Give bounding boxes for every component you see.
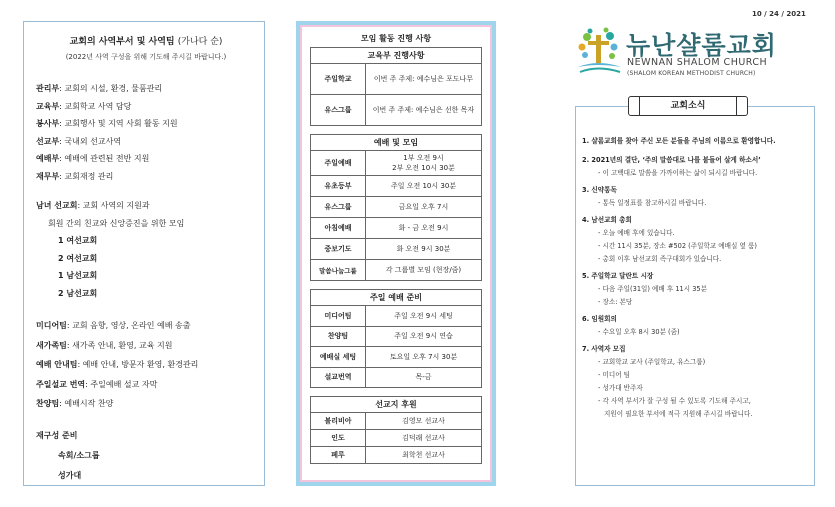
ministry-title: 교회의 사역부서 및 사역팀 (가나다 순) xyxy=(69,37,223,47)
department-list xyxy=(36,80,256,185)
table-row: 유초등부 주일 오전 10시 30분 xyxy=(311,176,482,197)
church-logo xyxy=(576,27,816,85)
schedule-title: 모임 활동 진행 사항 xyxy=(360,34,432,43)
news-item: 4. 남선교회 총회 - 오늘 예배 후에 있습니다. - 시간 11시 35분, 장소 #502 (주일학교 예배실 옆 룸) - 총회 이후 남선교회 족구대회가 있습니다. xyxy=(582,216,757,263)
team-item: 주일설교 번역: 주일예배 설교 자막 xyxy=(36,379,158,389)
team-item: 미디어팀: 교회 음향, 영상, 온라인 예배 송출 xyxy=(36,321,191,330)
reorganization: 재구성 준비 속회/소그룹 성가대 xyxy=(36,426,256,486)
mission-group: 1 남선교회 xyxy=(58,271,98,280)
team-item: 새가족팀: 새가족 안내, 환영, 교육 지원 xyxy=(36,340,173,350)
department-item: 선교부: 국내외 선교사역 xyxy=(36,136,122,146)
news-item: 6. 임원회의 - 수요일 오후 8시 30분 (줌) xyxy=(582,315,680,336)
schedule-panel xyxy=(296,21,496,486)
table-row: 주일학교 이번 주 주제: 예수님은 포도나무 xyxy=(311,64,482,95)
table-row: 미디어팀 주일 오전 9시 세팅 xyxy=(311,306,482,327)
table-row: 중보기도 화 오전 9시 30분 xyxy=(311,239,482,260)
table-row: 말씀나눔그룹 각 그룹별 모임 (현장/줌) xyxy=(311,260,482,281)
team-item: 찬양팀: 예배시작 찬양 xyxy=(36,399,114,408)
news-item: 1. 샬롬교회를 찾아 주신 모든 분들을 주님의 이름으로 환영합니다. xyxy=(582,137,776,145)
table-row: 찬양팀 주일 오전 9시 연습 xyxy=(311,326,482,347)
mission-group: 2 남선교회 xyxy=(58,288,98,298)
team-list xyxy=(36,316,256,414)
church-name-korean: 뉴난샬롬교회 xyxy=(626,31,777,60)
ministry-panel xyxy=(23,21,265,486)
education-table: 교육부 진행사항 주일학교 이번 주 주제: 예수님은 포도나무 유스그룹 이번 주 주제: 예수님은 선한 목자 xyxy=(310,47,482,126)
table-row: 주일예배 1부 오전 9시 2부 오전 10시 30분 xyxy=(311,151,482,176)
reorg-item: 속회/소그룹 xyxy=(58,450,100,460)
news-item: 5. 주일학교 달란트 시장 - 다음 주일(31일) 예배 후 11시 35분 - 장소: 본당 xyxy=(582,272,707,306)
prep-table: 주일 예배 준비 미디어팀 주일 오전 9시 세팅 찬양팀 주일 오전 9시 연습 예배실 세팅 토요일 오후 7시 30분 설교번역 목-금 xyxy=(310,289,482,388)
mission-society: 남녀 선교회: 교회 사역의 지원과 회원 간의 친교와 신앙증진을 위한 모임 1 여선교회 2 여선교회 1 남선교회 2 남선교회 xyxy=(36,197,256,302)
news-item: 3. 신약통독 - 통독 일정표를 참고하시길 바랍니다. xyxy=(582,186,707,207)
department-item: 교육부: 교회학교 사역 담당 xyxy=(36,101,132,111)
worship-table: 예배 및 모임 주일예배 1부 오전 9시 2부 오전 10시 30분 유초등부 주일 오전 10시 30분 유스그룹 금요일 오후 7시 아침예배 화 - 금 오전 9시 중보기도 화 오전 9시 30분 말씀나눔그룹 각 그룹별 모임 (현장/줌) xyxy=(310,134,482,281)
church-name-subtitle: (SHALOM KOREAN METHODIST CHURCH) xyxy=(627,70,756,77)
table-row: 설교번역 목-금 xyxy=(311,367,482,388)
mission-group: 2 여선교회 xyxy=(58,253,98,263)
department-item: 재무부: 교회재정 관리 xyxy=(36,171,114,181)
table-row: 아침예배 화 - 금 오전 9시 xyxy=(311,218,482,239)
ministry-subtitle: (2022년 사역 구성을 위해 기도해 주시길 바랍니다.) xyxy=(65,53,227,61)
table-row: 인도 김덕래 선교사 xyxy=(311,430,482,447)
reorg-item: 성가대 xyxy=(58,470,82,480)
table-row: 볼리비아 김영모 선교사 xyxy=(311,413,482,430)
table-row: 유스그룹 금요일 오후 7시 xyxy=(311,197,482,218)
missionary-table: 선교지 후원 볼리비아 김영모 선교사 인도 김덕래 선교사 페루 최학천 선교사 xyxy=(310,396,482,464)
department-item: 관리부: 교회의 시설, 환경, 물품관리 xyxy=(36,84,163,93)
news-item: 7. 사역자 모집 - 교회학교 교사 (주일학교, 유스그룹) - 미디어 팀 - 성가대 반주자 - 각 사역 부서가 잘 구성 될 수 있도록 기도해 주시고, 지원이 필요한 부서에 적극 지원해 주시길 바랍니다. xyxy=(582,345,753,418)
department-item: 봉사부: 교회행사 및 지역 사회 활동 지원 xyxy=(36,119,178,128)
news-item: 2. 2021년의 결단, ‘주의 말씀대로 나를 붙들어 살게 하소서’ - 이 고백대로 말씀을 가까이하는 삶이 되시길 바랍니다. xyxy=(582,156,761,177)
table-row: 예배실 세팅 토요일 오후 7시 30분 xyxy=(311,347,482,368)
department-item: 예배부: 예배에 관련된 전반 지원 xyxy=(36,154,150,163)
table-row: 유스그룹 이번 주 주제: 예수님은 선한 목자 xyxy=(311,95,482,126)
cross-tree-icon xyxy=(576,27,626,85)
mission-group: 1 여선교회 xyxy=(58,236,98,245)
church-name-english: NEWNAN SHALOM CHURCH xyxy=(627,57,768,68)
bulletin-date: 10 / 24 / 2021 xyxy=(752,10,806,18)
table-row: 페루 최학천 선교사 xyxy=(311,447,482,464)
team-item: 예배 안내팀: 예배 안내, 방문자 환영, 환경관리 xyxy=(36,360,199,369)
news-title: 교회소식 xyxy=(628,96,748,116)
news-panel xyxy=(575,106,815,486)
